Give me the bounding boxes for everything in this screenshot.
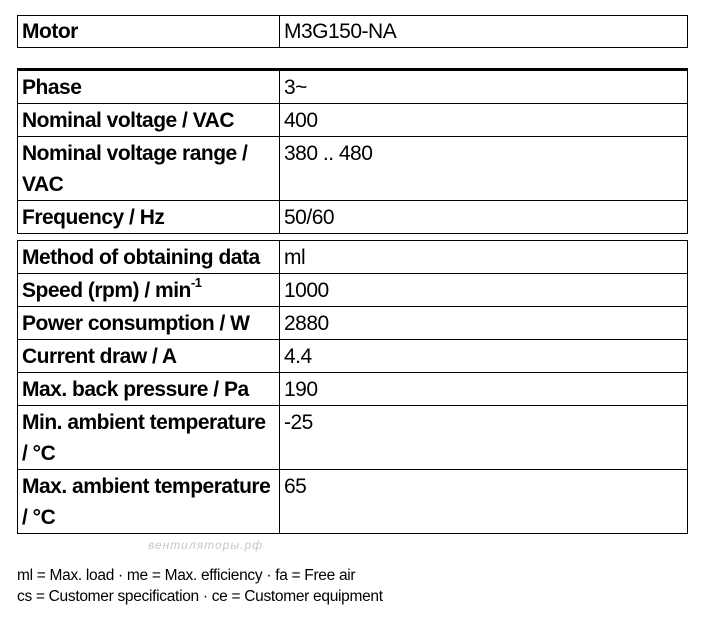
- frequency-label: Frequency / Hz: [18, 201, 280, 234]
- table-row: [18, 307, 688, 340]
- table-row: [18, 241, 688, 274]
- method-label: Method of obtaining data: [18, 241, 280, 274]
- table-row: [18, 274, 688, 307]
- watermark: вентиляторы.рф: [148, 538, 264, 552]
- electrical-table: [17, 68, 688, 234]
- speed-label: [18, 274, 280, 307]
- speed-value: 1000: [280, 274, 688, 307]
- min-ambient-temp-value: -25: [280, 406, 688, 470]
- nominal-voltage-label: Nominal voltage / VAC: [18, 104, 280, 137]
- performance-table: [17, 240, 688, 534]
- back-pressure-label: Max. back pressure / Pa: [18, 373, 280, 406]
- method-value: ml: [280, 241, 688, 274]
- table-row: [18, 137, 688, 201]
- back-pressure-value: 190: [280, 373, 688, 406]
- table-row: [18, 406, 688, 470]
- speed-label-exponent: -1: [190, 275, 202, 290]
- table-row: [18, 70, 688, 104]
- nominal-voltage-range-label: Nominal voltage range / VAC: [18, 137, 280, 201]
- power-consumption-value: 2880: [280, 307, 688, 340]
- nominal-voltage-value: 400: [280, 104, 688, 137]
- phase-value: 3~: [280, 70, 688, 104]
- motor-value: M3G150-NA: [280, 16, 688, 48]
- power-consumption-label: Power consumption / W: [18, 307, 280, 340]
- footnote-line-2: cs = Customer specification · ce = Customer equipment: [17, 588, 383, 605]
- current-draw-label: Current draw / A: [18, 340, 280, 373]
- max-ambient-temp-value: 65: [280, 470, 688, 534]
- min-ambient-temp-label: Min. ambient temperature / °C: [18, 406, 280, 470]
- table-row: [18, 340, 688, 373]
- speed-label-text: Speed (rpm) / min: [22, 279, 191, 302]
- nominal-voltage-range-value: 380 .. 480: [280, 137, 688, 201]
- max-ambient-temp-label: Max. ambient temperature / °C: [18, 470, 280, 534]
- motor-label: Motor: [18, 16, 280, 48]
- table-row: [18, 16, 688, 48]
- phase-label: Phase: [18, 70, 280, 104]
- table-row: [18, 201, 688, 234]
- current-draw-value: 4.4: [280, 340, 688, 373]
- table-row: [18, 470, 688, 534]
- table-row: [18, 373, 688, 406]
- footnote-line-1: ml = Max. load · me = Max. efficiency · fa = Free air: [17, 567, 356, 584]
- motor-table: [17, 15, 688, 48]
- table-row: [18, 104, 688, 137]
- frequency-value: 50/60: [280, 201, 688, 234]
